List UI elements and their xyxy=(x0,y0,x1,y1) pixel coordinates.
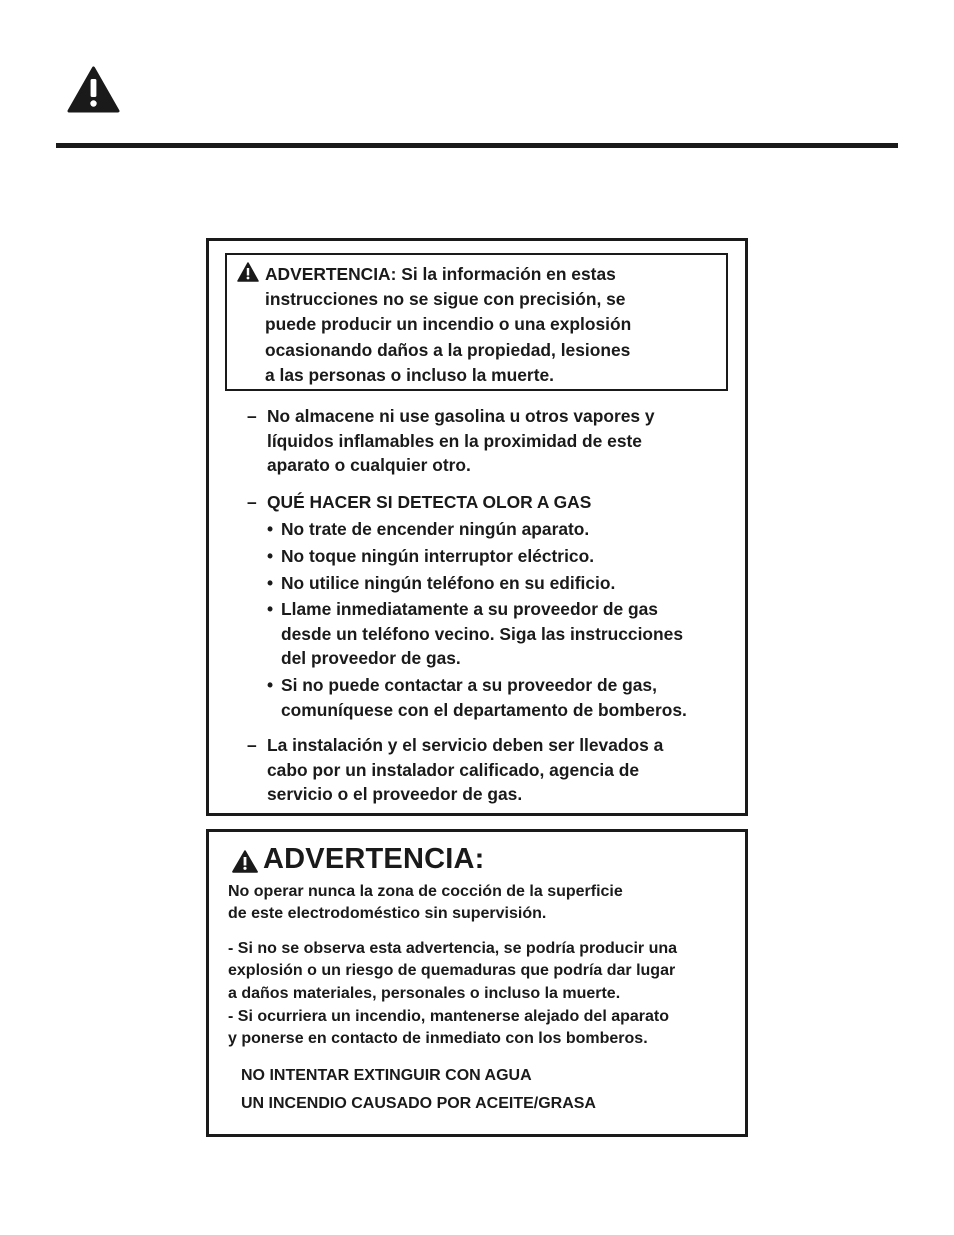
oil-grease-fire-text: UN INCENDIO CAUSADO POR ACEITE/GRASA xyxy=(241,1095,596,1112)
fire-item: - Si ocurriera un incendio, mantenerse alejado del aparato y ponerse en contacto de inmediato con los bomberos. xyxy=(228,1008,670,1048)
bullet-marker: • xyxy=(267,599,274,619)
warning-triangle-icon xyxy=(232,850,258,873)
intro-text: No operar nunca la zona de cocción de la superficie de este electrodoméstico sin supervisión. xyxy=(228,883,623,923)
list-item: Si no puede contactar a su proveedor de gas, comuníquese con el departamento de bomberos. xyxy=(281,675,687,720)
consequence-item: - Si no se observa esta advertencia, se podría producir una explosión o un riesgo de quemaduras que podría dar lugar a daños materiales, personales o incluso la muerte. xyxy=(228,940,678,1002)
gas-warning-box xyxy=(206,238,748,816)
list-item: No toque ningún interruptor eléctrico. xyxy=(281,546,595,566)
warning-callout xyxy=(225,253,728,391)
bullet-marker: • xyxy=(267,546,274,566)
warning-triangle-icon xyxy=(237,262,259,282)
dash-marker: – xyxy=(247,735,257,755)
list-item: Llame inmediatamente a su proveedor de gas desde un teléfono vecino. Siga las instrucciones del proveedor de gas. xyxy=(281,599,684,669)
cooktop-warning-box xyxy=(206,829,748,1137)
bullet-marker: • xyxy=(267,573,274,593)
storage-warning-text: No almacene ni use gasolina u otros vapores y líquidos inflamables en la proximidad de este aparato o cualquier otro. xyxy=(267,406,655,476)
bullet-marker: • xyxy=(267,519,274,539)
list-item: No trate de encender ningún aparato. xyxy=(281,519,590,539)
advertencia-title: ADVERTENCIA: xyxy=(263,843,485,875)
header-rule xyxy=(56,143,898,148)
dash-marker: – xyxy=(247,492,257,512)
gas-odor-heading: QUÉ HACER SI DETECTA OLOR A GAS xyxy=(267,492,592,512)
warning-text: ADVERTENCIA: Si la información en estas instrucciones no se sigue con precisión, se puede producir un incendio o una explosión ocasionando daños a la propiedad, lesiones a las personas o incluso la muerte. xyxy=(265,264,632,385)
bullet-marker: • xyxy=(267,675,274,695)
warning-triangle-icon xyxy=(67,66,120,113)
dash-marker: – xyxy=(247,406,257,426)
installation-text: La instalación y el servicio deben ser llevados a cabo por un instalador calificado, agencia de servicio o el proveedor de gas. xyxy=(267,735,664,805)
no-water-text: NO INTENTAR EXTINGUIR CON AGUA xyxy=(241,1067,532,1084)
list-item: No utilice ningún teléfono en su edificio. xyxy=(281,573,616,593)
